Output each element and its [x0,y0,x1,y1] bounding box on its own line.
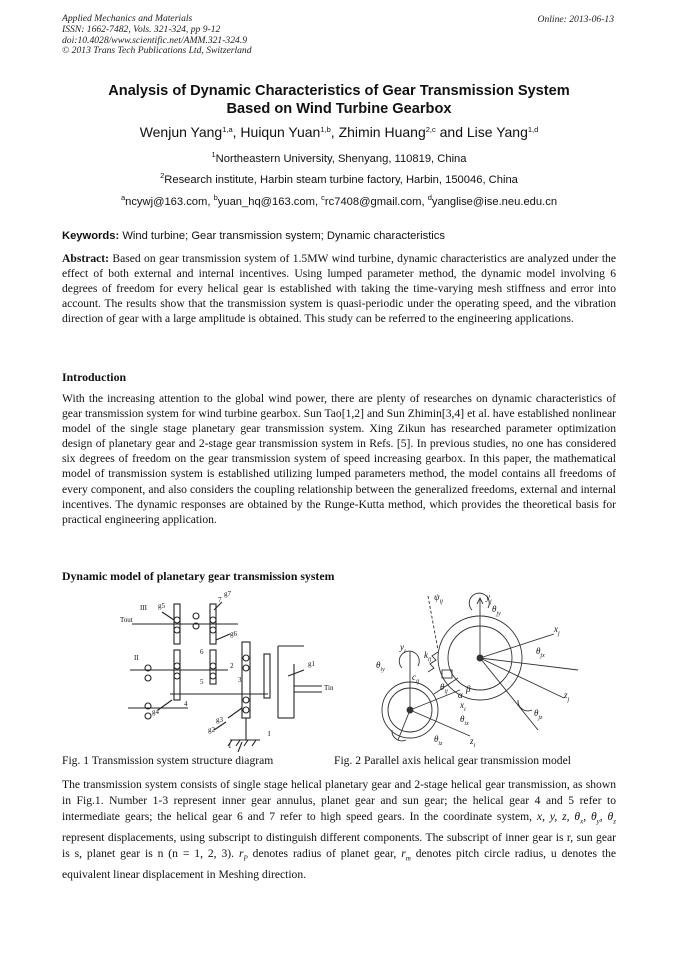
label-yi: $y_i$ [400,642,406,655]
abstract-label: Abstract: [62,252,110,265]
label-alpha: α [458,690,463,700]
label-g6: g6 [230,630,237,638]
label-theta-jy: $\theta_{jy}$ [492,604,501,617]
title-line-2: Based on Wind Turbine Gearbox [226,100,452,117]
label-g5: g5 [158,602,165,610]
email-link[interactable]: rc7408@gmail.com [324,196,422,208]
label-tout: Tout [120,616,133,624]
keywords-text: Wind turbine; Gear transmission system; Dynamic characteristics [122,230,445,242]
label-psi: $\psi_{ij}$ [434,592,443,605]
label-xj: $x_j$ [554,624,560,637]
label-g7: g7 [224,590,231,598]
email-sup: a [120,193,126,202]
label-shaft-3: III [140,604,147,612]
label-k: $k_{ij}$ [424,650,432,663]
email-list: $^a$ncywj@163.com, $^b$yuan_hq@163.com, $^c$rc7408@gmail.com, $^d$yanglise@ise.neu.edu.cn [120,193,558,208]
issn: ISSN: 1662-7482, Vols. 321-324, pp 9-12 [62,23,221,35]
label-7: 7 [218,596,222,604]
affiliation-text: Northeastern University, Shenyang, 110819, China [215,153,467,165]
label-tin: Tin [324,684,334,692]
email-link[interactable]: yuan_hq@163.com [217,196,315,208]
section-heading: Dynamic model of planetary gear transmission system [62,569,335,583]
email-link[interactable]: yanglise@ise.neu.edu.cn [431,196,558,208]
label-1: 1 [228,742,232,750]
author-sup: 1,d [527,125,539,134]
symbol-rm: $r_m$ [401,847,411,863]
label-zj: $z_j$ [564,690,570,703]
label-shaft-1: I [268,730,271,738]
label-4: 4 [184,700,188,708]
coordinate-variables: x, y, z, $\theta_x$, $\theta_y$, $\theta_z$ [536,810,616,826]
label-6: 6 [200,648,204,656]
author-sup: 2,c [425,125,436,134]
author-list: Wenjun Yang$^{1,a}$, Huiqun Yuan$^{1,b}$, Zhimin Huang$^{2,c}$ and Lise Yang$^{1,d}$ [139,124,539,140]
email-link[interactable]: ncywj@163.com [125,196,208,208]
label-3: 3 [238,676,242,684]
keywords-label: Keywords: [62,230,120,242]
affiliation-sup: 2 [160,171,165,180]
online-date: Online: 2013-06-13 [537,14,614,25]
body-text: The transmission system consists of single stage helical planetary gear and 2-stage helical gear transmission, as shown in Fig.1. Number 1-3 represent inner gear annulus, planet gear and sun gear; the helical gear 4 and 5 refer to intermediate gears; the helical gear 6 and 7 refer to high speed gears. In the coordinate system, [62,778,616,824]
body-text: denotes pitch circle radius, u denotes the equivalent linear displacement in Meshing direction. [62,847,617,881]
label-theta-jz: $\theta_{jz}$ [534,708,543,721]
label-g2: g2 [208,726,215,734]
email-sup: b [213,193,218,202]
author-sup: 1,a [222,125,233,134]
label-g4: g4 [152,708,159,716]
affiliation-sup: 1 [211,150,216,159]
abstract-text: Based on gear transmission system of 1.5MW wind turbine, dynamic characteristics are analyzed under the effect of both external and internal incentives. Using lumped parameter method, the dynamic model involving 6 degrees of freedom for every helical gear is established with taking the time-varying mesh stiffness and error into account. The results show that the transmission system is quasi-periodic under the operating speed, and the vibration direction of gear with a large amplitude is obtained. This study can be referred to the engineering applications. [62,252,616,326]
email-sup: c [321,193,325,202]
affiliation-2 [62,171,616,186]
body-text: denotes radius of planet gear, [252,847,397,861]
label-beta: β [466,684,471,694]
author-name: Lise Yang [466,124,528,140]
affiliation-text: Research institute, Harbin steam turbine factory, Harbin, 150046, China [164,174,518,186]
label-xi: $x_i$ [460,700,466,713]
paper-title [62,83,616,118]
copyright: © 2013 Trans Tech Publications Ltd, Switzerland [62,45,252,57]
author-name: Wenjun Yang [139,124,223,140]
author-name: Zhimin Huang [338,124,426,140]
label-theta-iy: $\theta_{iy}$ [376,660,385,673]
introduction-text: With the increasing attention to the global wind power, there are plenty of researches on dynamic characteristics of gear transmission system for wind turbine gearbox. Sun Tao[1,2] and Sun Zhimin[3,4] et al. have established nonlinear model of the single stage planetary gear transmission system. Xing Zikun has researched parameter optimization design of planetary gear and 2-stage gear transmission system in Refs. [5]. In previous studies, no one has considered six degrees of freedom on the gear transmission system of speed increasing gearbox. In this paper, the mathematical model of transmission system is established utilizing lumped parameters method, the model contains all freedoms of every component, and also considers the coupling relationship between the generalized freedoms, external and internal incentives. The dynamic responses are obtained by the Runge-Kutta method, which provides the theoretical basis for practical engineering application. [62,392,616,526]
label-theta-iz: $\theta_{iz}$ [434,734,443,747]
label-zi: $z_i$ [470,736,476,749]
author-sup: 1,b [320,125,331,134]
label-c: $c_{ij}$ [412,672,420,685]
label-g1: g1 [308,660,315,668]
introduction-heading: Introduction [62,370,127,384]
figure-2-caption: Fig. 2 Parallel axis helical gear transmission model [334,754,571,767]
body-text: represent displacements, using subscript to distinguish different components. The subscript of inner gear is r, sun gear is s, planet gear is n (n = 1, 2, 3). [62,830,616,861]
symbol-rp: $r_P$ [238,847,248,863]
label-shaft-2: II [134,654,139,662]
author-name: Huiqun Yuan [240,124,321,140]
keywords [62,230,616,242]
label-theta-jx: $\theta_{jx}$ [536,646,545,659]
figure-1-labels [118,590,348,752]
label-2: 2 [230,662,234,670]
abstract [62,251,616,326]
doi: doi:10.4028/www.scientific.net/AMM.321-324.9 [62,34,248,46]
affiliation-1 [62,150,616,165]
label-5: 5 [200,678,204,686]
journal-name: Applied Mechanics and Materials [62,13,193,24]
label-g3: g3 [216,716,223,724]
figure-1-caption: Fig. 1 Transmission system structure diagram [62,754,274,767]
body-paragraph [62,777,616,883]
label-yj: $y_j$ [486,592,492,605]
label-theta-ij: $\theta_{ij}$ [440,682,448,695]
figure-2-labels [368,590,588,750]
label-theta-ix: $\theta_{ix}$ [460,714,469,727]
title-line-1: Analysis of Dynamic Characteristics of Gear Transmission System [108,83,570,99]
email-sup: d [427,193,432,202]
journal-header [62,14,252,57]
